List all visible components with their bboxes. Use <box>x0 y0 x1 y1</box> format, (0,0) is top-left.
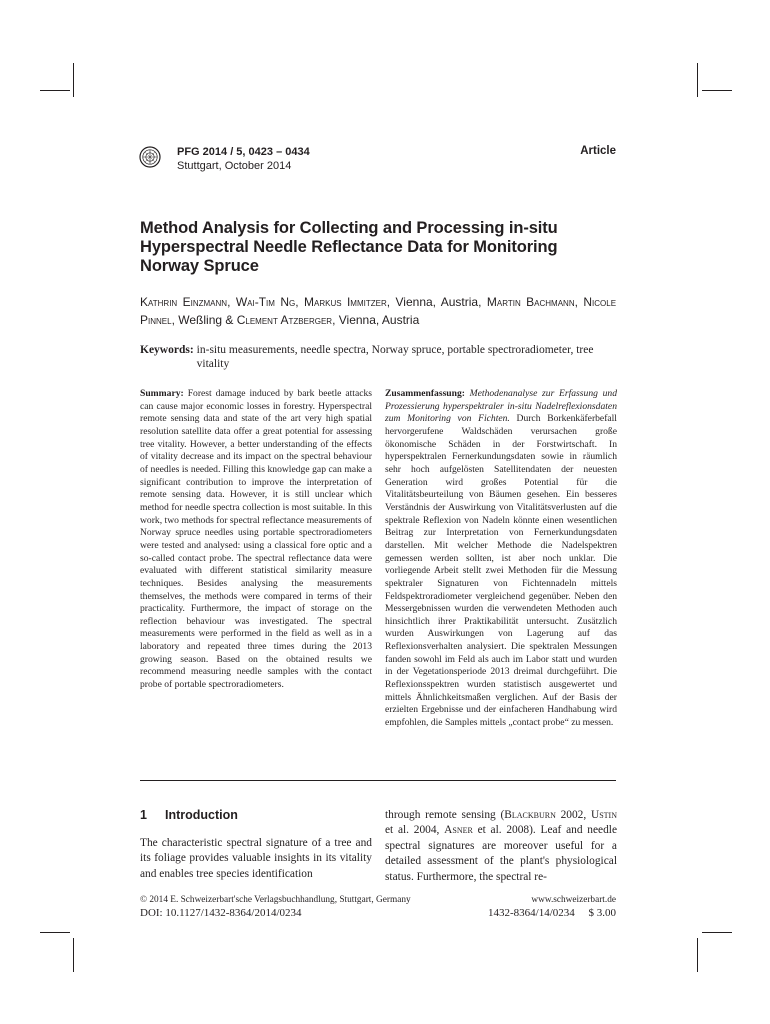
zusammenfassung-label: Zusammenfassung: <box>385 388 465 399</box>
crop-mark-top-right-h <box>702 90 732 91</box>
body-text: et al. 2008). Leaf and needle spectral signatures are moreover useful for a detailed assessment of the plant's physiological status. Furthermore, the spectral re- <box>385 824 617 883</box>
journal-place-date: Stuttgart, October 2014 <box>177 160 292 172</box>
body-text: 2002, <box>555 809 591 821</box>
author: Martin Bachmann <box>486 295 575 309</box>
article-type-label: Article <box>580 145 616 157</box>
crop-mark-top-left-h <box>40 90 70 91</box>
summary-text: Forest damage induced by bark beetle attacks can cause major economic losses in forestry. Hyperspectral remote sensing data and state of the art very high spatial resolution satellite data offer a great potential for assessing tree vitality. However, a better understanding of the effects of vitality decrease and its impact on the spectral behaviour of needles is needed. Filling this knowledge gap can make a significant contribution to improve the interpretation of remote sensing data. However, it is still unclear which method for needle spectra collection is most suitable. In this work, two methods for spectral reflectance measurements of Norway spruce needles using portable spectroradiometers were tested and analysed: using a classical fore optic and a so-called contact probe. The spectral reflectance data were evaluated with different statistical similarity measure techniques. Besides analysing the measurements themselves, the methods were compared in terms of their practicality. Furthermore, the impact of storage on the reflection behaviour was investigated. The spectral measurements were performed in the field as well as in a laboratory and repeated three times during the 2013 growing season. Based on the obtained results we recommend measuring needle samples with the contact probe of portable spectroradiometers. <box>140 388 372 691</box>
copyright-notice: © 2014 E. Schweizerbart'sche Verlagsbuchhandlung, Stuttgart, Germany <box>140 895 411 905</box>
author: Wai-Tim Ng <box>235 295 296 309</box>
crop-mark-bottom-right-h <box>702 932 732 933</box>
body-text-right <box>385 808 617 885</box>
author: Clement Atzberger <box>236 313 333 327</box>
body-text: et al. 2004, <box>385 824 445 837</box>
publisher-website: www.schweizerbart.de <box>531 895 616 905</box>
citation-author: Blackburn <box>504 809 556 821</box>
zusammenfassung-text: Durch Borkenkäferbefall hervorgerufene Waldschäden verursachen große ökonomische Schäden in der Forstwirtschaft. In hyperspektralen Fernerkundungsdaten sowie in räumlich sehr hoch aufgelösten Satellitendaten der neuesten Generation wird großes Potential für die Vitalitätsbeurteilung von Bäumen gesehen. Ein besseres Verständnis der Auswirkung von Vitalitätsverlusten auf die spektrale Reflexion von Nadeln könnte einen wesentlichen Beitrag zur Interpretation von Fernerkundungsdaten darstellen. Mit welcher Methode die Nadelspektren gemessen werden sollten, ist aber noch unklar. Die vorliegende Arbeit stellt zwei Methoden für die Messung spektraler Signaturen von Fichtennadeln mittels Feldspektroradiometer vergleichend gegenüber. Neben den Messergebnissen wurden die verwendeten Methoden auch hinsichtlich ihrer Praktikabilität untersucht. Zusätzlich wurden Auswirkungen von Lagerung auf das Reflexionsverhalten analysiert. Die spektralen Messungen fanden sowohl im Feld als auch im Labor statt und wurden in der Vegetationsperiode 2013 dreimal durchgeführt. Die Reflexionsspektren wurden statistisch ausgewertet und mittels Ähnlichkeitsmaßen verglichen. Auf der Basis der erzielten Ergebnisse und der einfacheren Handhabung wird empfohlen, die Samples mittels „contact probe“ zu messen. <box>385 413 617 729</box>
doi: DOI: 10.1127/1432-8364/2014/0234 <box>140 907 302 919</box>
journal-logo-icon <box>139 146 161 168</box>
keywords-text: in-situ measurements, needle spectra, Norway spruce, portable spectroradiometer, tree vitality <box>196 344 594 370</box>
crop-mark-bottom-right-v <box>697 938 698 972</box>
section-title: Introduction <box>165 808 238 822</box>
author-list: Kathrin Einzmann, Wai-Tim Ng, Markus Immitzer, Vienna, Austria, Martin Bachmann, Nicole Pinnel, Weßling & Clement Atzberger, Vienna, Austria <box>140 295 617 327</box>
body-text: through remote sensing ( <box>385 809 505 821</box>
keywords <box>140 343 620 371</box>
section-number: 1 <box>140 808 147 822</box>
footer-left <box>140 894 411 920</box>
citation-author: Asner <box>444 824 473 837</box>
crop-mark-top-left-v <box>73 63 74 97</box>
zusammenfassung-title: Methodenanalyse zur Erfassung und Prozessierung hyperspektraler in-situ Nadelreflexionsdaten zum Monitoring von Fichten. <box>385 388 617 425</box>
issn-price: 1432-8364/14/0234 $ 3.00 <box>487 907 616 919</box>
crop-mark-bottom-left-v <box>73 938 74 972</box>
author: Nicole Pinnel <box>140 295 617 327</box>
author: Kathrin Einzmann <box>140 295 228 309</box>
journal-issue: PFG 2014 / 5, 0423 – 0434 <box>177 146 310 158</box>
summary-abstract <box>140 388 372 692</box>
author: Markus Immitzer <box>304 295 387 309</box>
paper-title: Method Analysis for Collecting and Processing in-situ Hyperspectral Needle Reflectance Data for Monitoring Norway Spruce <box>140 219 558 275</box>
section-divider <box>140 780 616 781</box>
footer-right <box>488 894 616 920</box>
affiliation: Vienna, Austria <box>338 313 420 327</box>
crop-mark-bottom-left-h <box>40 932 70 933</box>
keywords-label: Keywords: <box>140 344 194 356</box>
citation-author: Ustin <box>590 809 617 821</box>
summary-label: Summary: <box>140 388 184 399</box>
body-text-left: The characteristic spectral signature of a tree and its foliage provides valuable insights in its vitality and enables tree species identification <box>140 837 372 880</box>
journal-header <box>177 145 310 173</box>
zusammenfassung-abstract <box>385 388 617 730</box>
crop-mark-top-right-v <box>697 63 698 97</box>
affiliation: Weßling <box>178 313 223 327</box>
affiliation: Vienna, Austria <box>395 295 479 309</box>
